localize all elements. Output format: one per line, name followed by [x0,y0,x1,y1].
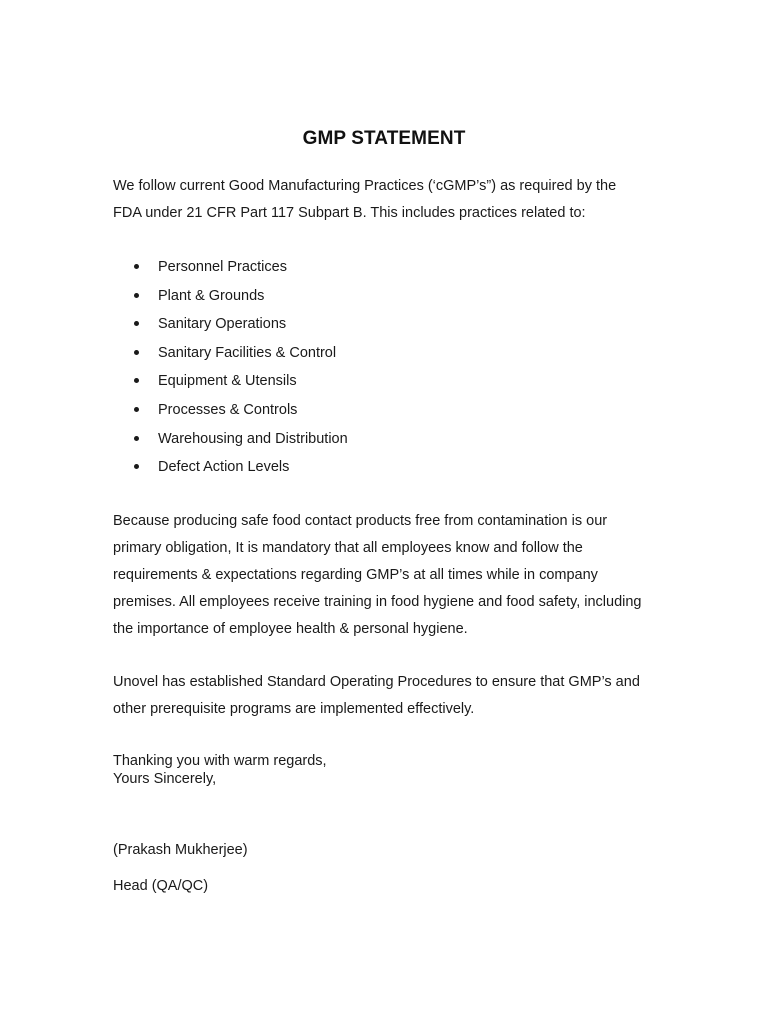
list-item [113,340,348,369]
bullet-icon [134,350,139,355]
practices-list [113,254,348,483]
list-item [113,254,348,283]
document-title: GMP STATEMENT [302,128,466,149]
signatory-name: (Prakash Mukherjee) [113,842,248,858]
bullet-icon [134,436,139,441]
bullet-icon [134,321,139,326]
intro-paragraph: We follow current Good Manufacturing Practices (‘cGMP’s”) as required by the FDA under 21 CFR Part 117 Subpart B. This includes practices related to: [113,178,617,221]
closing-regards: Thanking you with warm regards, [113,753,327,769]
list-item-label: Warehousing and Distribution [158,430,348,447]
closing-sincerely: Yours Sincerely, [113,771,217,787]
sop-paragraph: Unovel has established Standard Operating Procedures to ensure that GMP’s and other prerequisite programs are implemented effectively. [113,674,640,717]
list-item [113,454,348,483]
list-item [113,311,348,340]
bullet-icon [134,464,139,469]
list-item-label: Sanitary Facilities & Control [158,344,337,361]
list-item-label: Plant & Grounds [158,287,265,304]
list-item-label: Sanitary Operations [158,316,287,333]
list-item [113,283,348,312]
list-item [113,368,348,397]
list-item-label: Processes & Controls [158,401,298,418]
bullet-icon [134,293,139,298]
bullet-icon [134,378,139,383]
list-item [113,397,348,426]
closing-block [113,752,327,788]
list-item-label: Equipment & Utensils [158,373,297,390]
list-item-label: Defect Action Levels [158,459,290,476]
list-item-label: Personnel Practices [158,259,287,275]
bullet-icon [134,264,139,269]
list-item [113,426,348,455]
signatory-title: Head (QA/QC) [113,878,209,894]
obligation-paragraph: Because producing safe food contact products free from contamination is our primary obligation, It is mandatory that all employees know and follow the requirements & expectations regarding GMP’s at all times while in company premises. All employees receive training in food hygiene and food safety, including the importance of employee health & personal hygiene. [113,513,642,637]
bullet-icon [134,407,139,412]
